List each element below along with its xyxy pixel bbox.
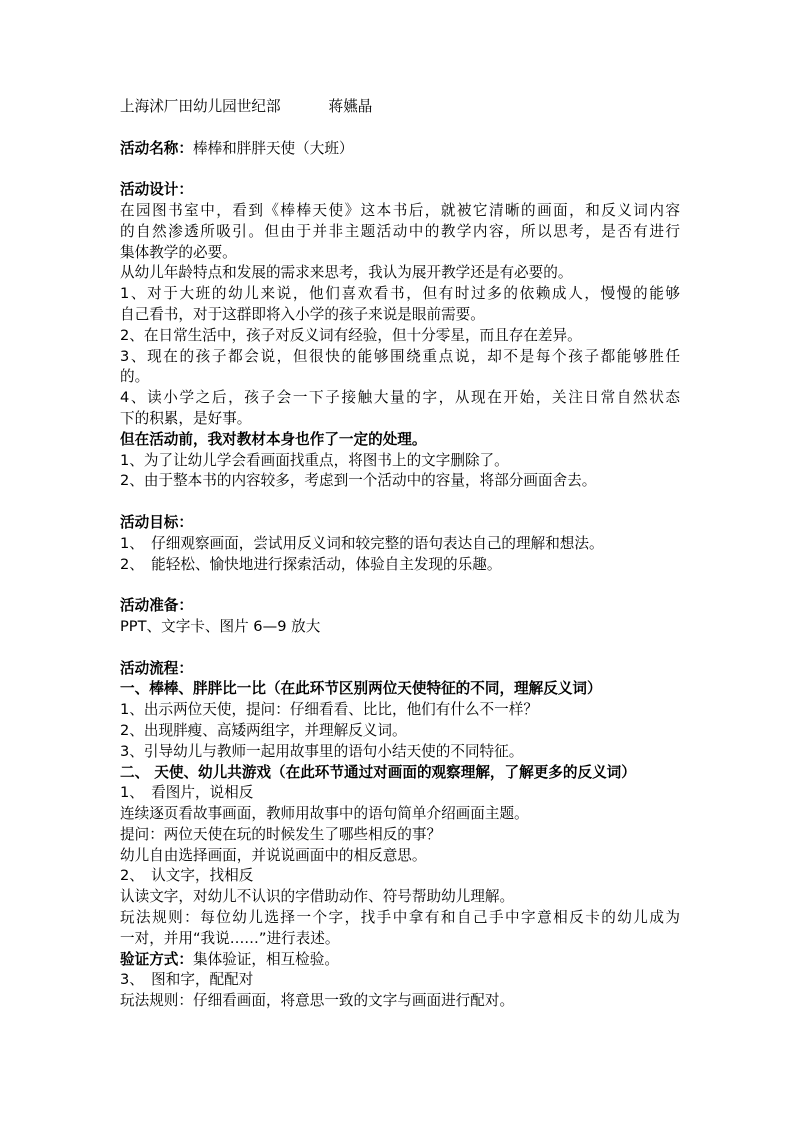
goal-line: 1、 仔细观察画面，尝试用反义词和较完整的语句表达自己的理解和想法。 <box>120 534 604 552</box>
design-bold-line: 但在活动前，我对教材本身也作了一定的处理。 <box>120 430 427 448</box>
spacer <box>120 118 680 139</box>
flow-section2-line: 连续逐页看故事画面，教师用故事中的语句简单介绍画面主题。 <box>120 805 529 823</box>
spacer <box>120 492 680 513</box>
flow-section1-line: 2、出现胖瘦、高矮两组字，并理解反义词。 <box>120 721 407 739</box>
flow-section2-line: 一对，并用“我说……”进行表述。 <box>120 929 340 947</box>
design-line: 自己看书，对于这群即将入小学的孩子来说是眼前需要。 <box>120 305 485 323</box>
design-line: 下的积累，是好事。 <box>120 409 252 427</box>
design-line: 的。 <box>120 368 150 386</box>
spacer <box>120 159 680 180</box>
design-line: 1、对于大班的幼儿来说，他们喜欢看书，但有时过多的依赖成人，慢慢的能够 <box>120 285 680 303</box>
verify-value: 集体验证，相互检验。 <box>192 950 339 968</box>
flow-section2-line: 1、 看图片，说相反 <box>120 784 254 802</box>
verify-label: 验证方式： <box>120 950 193 968</box>
verify-line <box>120 950 680 971</box>
design-after-line: 1、为了让幼儿学会看画面找重点，将图书上的文字删除了。 <box>120 451 509 469</box>
flow-section1-line: 3、引导幼儿与教师一起用故事里的语句小结天使的不同特征。 <box>120 742 524 760</box>
design-line: 3、现在的孩子都会说，但很快的能够围绕重点说，却不是每个孩子都能够胜任 <box>120 347 680 365</box>
design-line: 的自然渗透所吸引。但由于并非主题活动中的教学内容，所以思考，是否有进行 <box>120 222 680 240</box>
flow-heading: 活动流程： <box>120 659 193 677</box>
spacer <box>120 575 680 596</box>
school-name: 上海沭厂田幼儿园世纪部 <box>120 98 281 115</box>
prep-heading: 活动准备： <box>120 597 193 615</box>
author-name: 蒋嬿晶 <box>328 98 373 115</box>
flow-section2-line: 认读文字，对幼儿不认识的字借助动作、符号帮助幼儿理解。 <box>120 888 515 906</box>
design-after-line: 2、由于整本书的内容较多，考虑到一个活动中的容量，将部分画面舍去。 <box>120 472 597 490</box>
activity-name-label: 活动名称： <box>120 139 193 157</box>
design-line: 集体教学的必要。 <box>120 243 237 261</box>
design-line: 2、在日常生活中，孩子对反义词有经验，但十分零星，而且存在差异。 <box>120 326 582 344</box>
document-page <box>120 97 680 1012</box>
design-line: 从幼儿年龄特点和发展的需求来思考，我认为展开教学还是有必要的。 <box>120 264 573 282</box>
flow-section2-line: 玩法规则：每位幼儿选择一个字，找手中拿有和自己手中字意相反卡的幼儿成为 <box>120 909 680 927</box>
design-line: 4、读小学之后，孩子会一下子接触大量的字，从现在开始，关注日常自然状态 <box>120 389 680 407</box>
flow-section2-line: 幼儿自由选择画面，并说说画面中的相反意思。 <box>120 846 427 864</box>
spacer <box>120 638 680 659</box>
flow-section2-line: 2、 认文字，找相反 <box>120 867 254 885</box>
flow-section3-line: 玩法规则：仔细看画面，将意思一致的文字与画面进行配对。 <box>120 992 515 1010</box>
goal-line: 2、 能轻松、愉快地进行探索活动，体验自主发现的乐趣。 <box>120 555 502 573</box>
flow-section2-title: 二、 天使、幼儿共游戏（在此环节通过对画面的观察理解，了解更多的反义词） <box>120 763 636 781</box>
activity-name-line <box>120 139 680 160</box>
flow-section2-line: 提问：两位天使在玩的时候发生了哪些相反的事？ <box>120 825 442 843</box>
flow-section1-title: 一、棒棒、胖胖比一比（在此环节区别两位天使特征的不同，理解反义词） <box>120 680 602 698</box>
prep-line: PPT、文字卡、图片 6—9 放大 <box>120 617 321 635</box>
flow-section1-line: 1、出示两位天使，提问：仔细看看、比比，他们有什么不一样？ <box>120 701 538 719</box>
design-heading: 活动设计： <box>120 181 193 199</box>
header-line <box>120 97 680 118</box>
activity-name-value: 棒棒和胖胖天使（大班） <box>192 139 354 157</box>
design-line: 在园图书室中，看到《棒棒天使》这本书后，就被它清晰的画面，和反义词内容 <box>120 201 680 219</box>
flow-section3-line: 3、 图和字，配配对 <box>120 971 254 989</box>
goals-heading: 活动目标： <box>120 513 193 531</box>
